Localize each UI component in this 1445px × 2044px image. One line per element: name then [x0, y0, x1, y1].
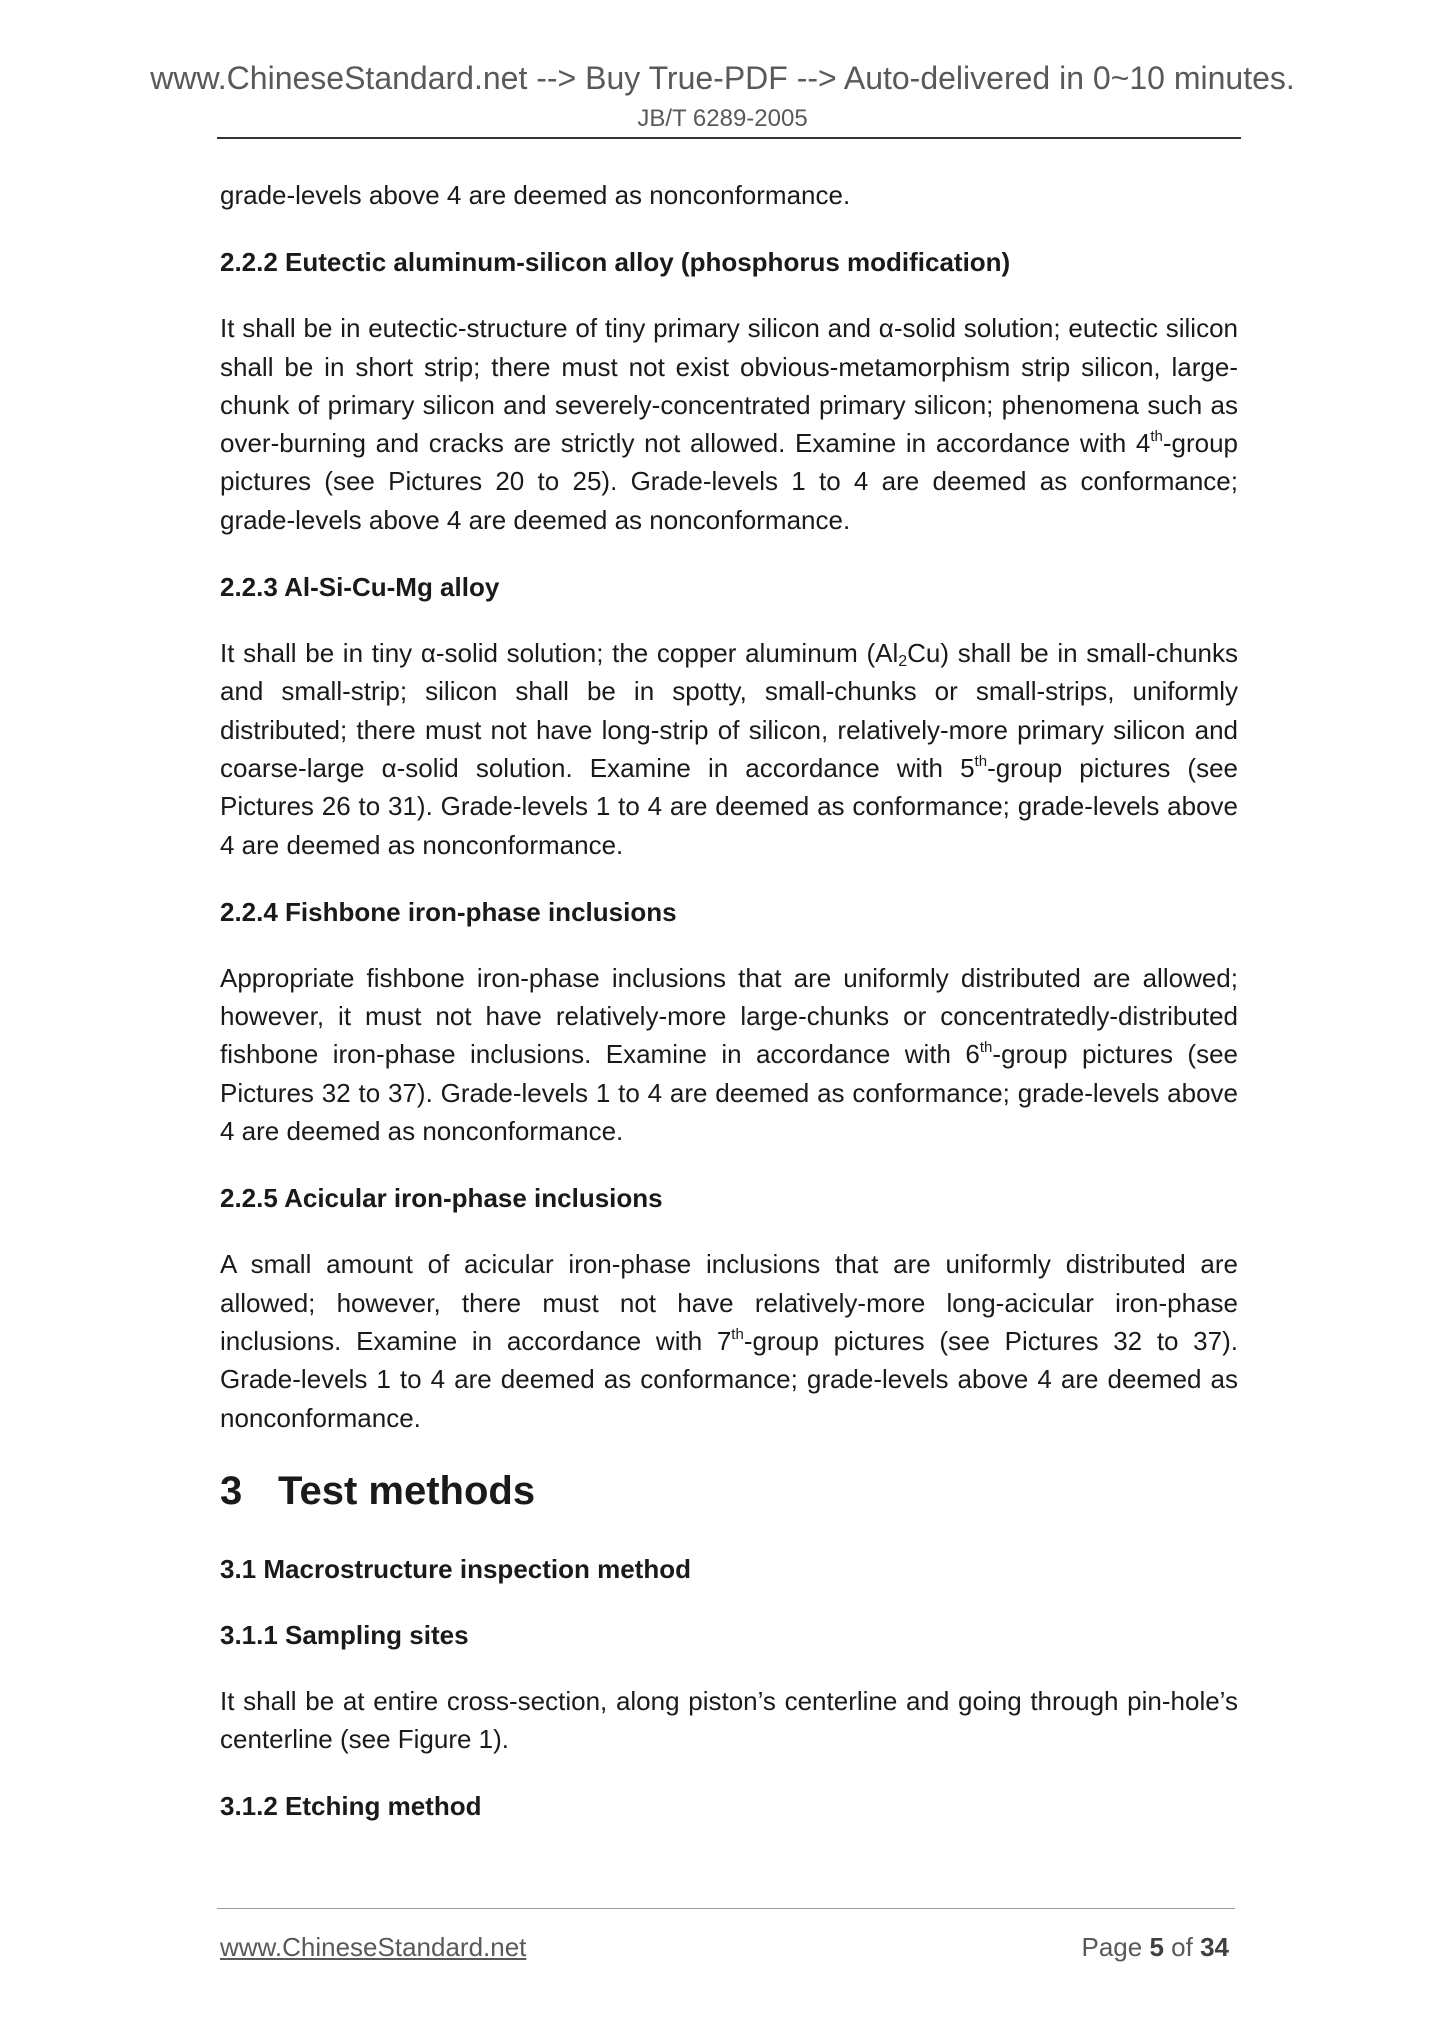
paragraph-text: It shall be in tiny α-solid solution; the copper aluminum (Al [220, 638, 899, 669]
paragraph-2-2-4 [220, 959, 1238, 1150]
header-banner: www.ChineseStandard.net --> Buy True-PDF --> Auto-delivered in 0~10 minutes. [150, 60, 1295, 96]
section-heading-3 [220, 1466, 1238, 1516]
paragraph-text: -group pictures (see Pictures 32 to 37). Grade-levels 1 to 4 are deemed as conformance; grade-levels above 4 are deemed as nonconformance. [220, 1039, 1238, 1147]
page-label: Page [1081, 1932, 1143, 1962]
superscript: th [1150, 428, 1163, 446]
paragraph-text: -group pictures (see Pictures 32 to 37). Grade-levels 1 to 4 are deemed as conformance; grade-levels above 4 are deemed as nonconformance. [220, 1325, 1238, 1433]
paragraph-2-2-2 [220, 309, 1238, 539]
paragraph-3-1-1: It shall be at entire cross-section, along piston’s centerline and going through pin-hole’s centerline (see Figure 1). [220, 1685, 1238, 1755]
paragraph-2-2-5 [220, 1245, 1238, 1436]
page-current: 5 [1149, 1932, 1164, 1962]
paragraph-text: A small amount of acicular iron-phase inclusions that are uniformly distributed are allowed; however, there must not have relatively-more long-acicular iron-phase inclusions. Examine in accordance with 7 [220, 1249, 1238, 1356]
paragraph-text: It shall be in eutectic-structure of tiny primary silicon and α-solid solution; eutectic silicon shall be in short strip; there must not exist obvious-metamorphism strip silicon, large-chunk of primary silicon and severely-concentrated primary silicon; phenomena such as over-burning and cracks are strictly not allowed. Examine in accordance with 4 [220, 313, 1238, 459]
section-number: 3 [220, 1468, 243, 1513]
section-title: Test methods [278, 1468, 536, 1513]
superscript: th [979, 1039, 993, 1057]
intro-paragraph: grade-levels above 4 are deemed as nonconformance. [220, 180, 851, 210]
footer-site-link[interactable]: www.ChineseStandard.net [220, 1932, 527, 1962]
paragraph-2-2-3 [220, 634, 1238, 864]
heading-2-2-3: 2.2.3 Al-Si-Cu-Mg alloy [220, 572, 500, 603]
paragraph-text: -group pictures (see Pictures 26 to 31). Grade-levels 1 to 4 are deemed as conformance; grade-levels above 4 are deemed as nonconformance. [220, 752, 1238, 860]
heading-3-1-2: 3.1.2 Etching method [220, 1791, 482, 1822]
page-content [220, 176, 1238, 1853]
header-divider [217, 137, 1241, 139]
heading-3-1-1: 3.1.1 Sampling sites [220, 1619, 469, 1650]
heading-2-2-5: 2.2.5 Acicular iron-phase inclusions [220, 1183, 663, 1214]
page-of: of [1171, 1932, 1193, 1962]
page-total: 34 [1200, 1932, 1229, 1962]
paragraph-text: -group pictures (see Pictures 20 to 25). Grade-levels 1 to 4 are deemed as conformance; grade-levels above 4 are deemed as nonconformance. [220, 428, 1238, 535]
heading-2-2-2: 2.2.2 Eutectic aluminum-silicon alloy (phosphorus modification) [220, 247, 1011, 278]
heading-2-2-4: 2.2.4 Fishbone iron-phase inclusions [220, 896, 677, 927]
footer-divider [217, 1908, 1235, 1909]
paragraph-text: Cu) shall be in small-chunks and small-strip; silicon shall be in spotty, small-chunks or small-strips, uniformly distributed; there must not have long-strip of silicon, relatively-more primary silicon and coarse-large α-solid solution. Examine in accordance with 5 [220, 638, 1238, 783]
standard-code: JB/T 6289-2005 [637, 105, 808, 132]
subscript: 2 [898, 653, 908, 671]
page-number [1081, 1931, 1229, 1963]
superscript: th [731, 1325, 744, 1343]
superscript: th [974, 752, 988, 770]
heading-3-1: 3.1 Macrostructure inspection method [220, 1553, 691, 1584]
paragraph-text: Appropriate fishbone iron-phase inclusions that are uniformly distributed are allowed; however, it must not have relatively-more large-chunks or concentratedly-distributed fishbone iron-phase inclusions. Examine in accordance with 6 [220, 962, 1238, 1070]
